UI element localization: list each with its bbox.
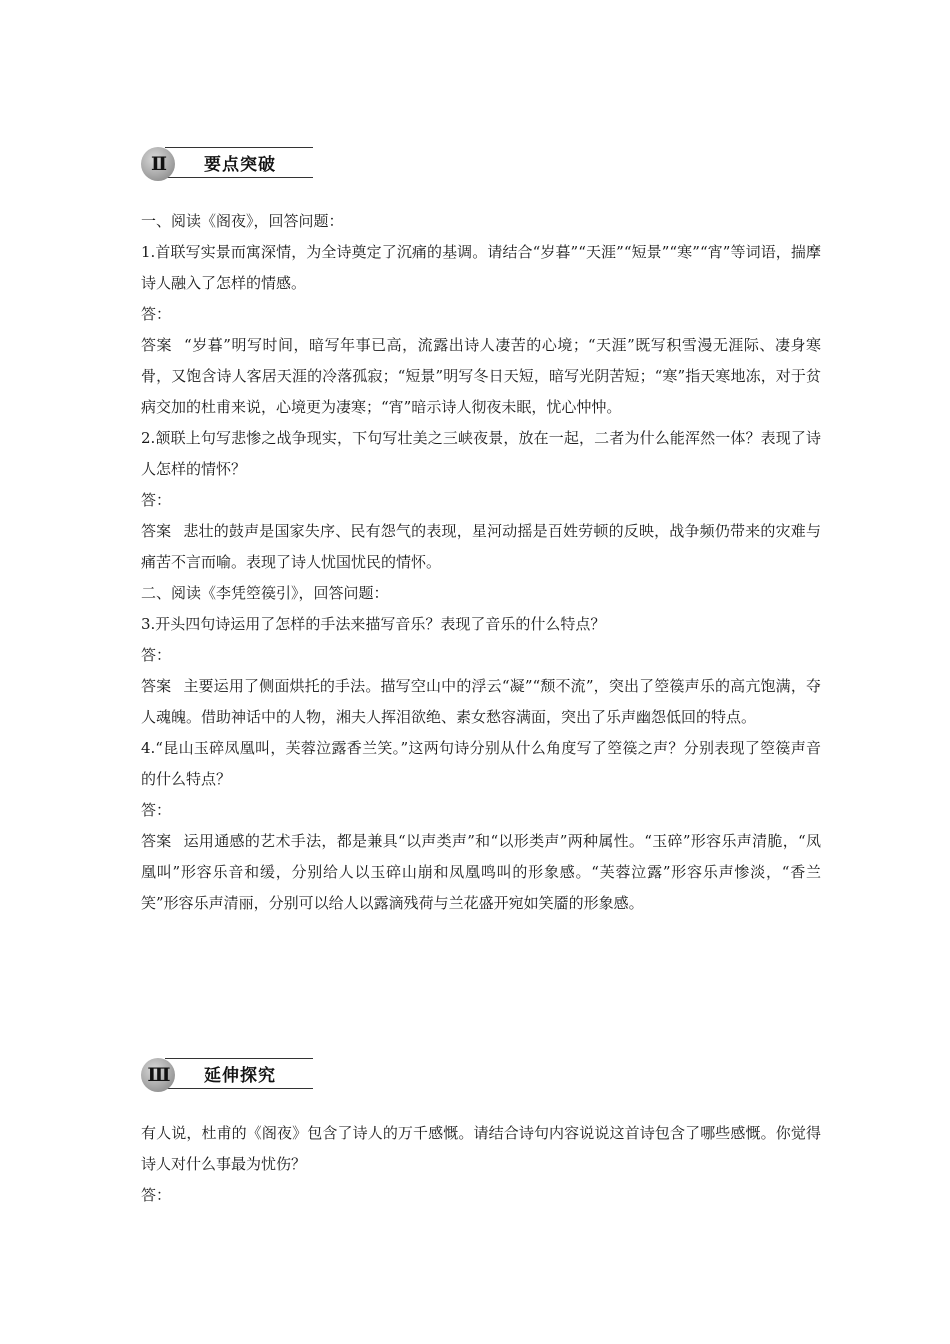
answer-text: “岁暮”明写时间，暗写年事已高，流露出诗人凄苦的心境；“天涯”既写积雪漫无涯际、凄身寒骨，又饱含诗人客居天涯的冷落孤寂；“短景”明写冬日天短，暗写光阴苦短；“寒”指天寒地冻，对于贫病交加的杜甫来说，心境更为凄寒；“宵”暗示诗人彻夜未眠，忧心忡忡。 (141, 336, 821, 416)
question-4: 4.“昆山玉碎凤凰叫，芙蓉泣露香兰笑。”这两句诗分别从什么角度写了箜篌之声？分别表现了箜篌声音的什么特点？ (141, 739, 821, 788)
question-2: 2.颔联上句写悲惨之战争现实，下句写壮美之三峡夜景，放在一起，二者为什么能浑然一体？表现了诗人怎样的情怀？ (141, 429, 821, 478)
header-bottom-rule (165, 1088, 313, 1089)
reading-heading-1: 一、阅读《阁夜》，回答问题： (141, 212, 344, 230)
answer-4 (141, 826, 821, 919)
answer-prompt-5: 答： (141, 1186, 172, 1204)
answer-text: 悲壮的鼓声是国家失序、民有怨气的表现，星河动摇是百姓劳顿的反映，战争频仍带来的灾难与痛苦不言而喻。表现了诗人忧国忧民的情怀。 (141, 522, 821, 571)
question-3: 3.开头四句诗运用了怎样的手法来描写音乐？表现了音乐的什么特点？ (141, 615, 606, 633)
key-points-content (141, 206, 821, 919)
header-top-rule (165, 1058, 313, 1059)
extension-content (141, 1118, 821, 1211)
header-top-rule (165, 147, 313, 148)
answer-text: 主要运用了侧面烘托的手法。描写空山中的浮云“凝”“颓不流”，突出了箜篌声乐的高亢饱满，夺人魂魄。借助神话中的人物，湘夫人挥泪欲绝、素女愁容满面，突出了乐声幽怨低回的特点。 (141, 677, 821, 726)
section-number-badge: Ⅲ (141, 1058, 175, 1092)
section-number-badge: Ⅱ (141, 147, 175, 181)
answer-label: 答案 (141, 677, 172, 695)
answer-2 (141, 516, 821, 578)
answer-label: 答案 (141, 336, 173, 354)
header-bottom-rule (165, 177, 313, 178)
extension-question: 有人说，杜甫的《阁夜》包含了诗人的万千感慨。请结合诗句内容说说这首诗包含了哪些感慨。你觉得诗人对什么事最为忧伤？ (141, 1124, 821, 1173)
section-header-key-points (141, 147, 313, 181)
answer-label: 答案 (141, 522, 172, 540)
section-title: 要点突破 (204, 155, 276, 175)
section-header-extension (141, 1058, 313, 1092)
answer-3 (141, 671, 821, 733)
answer-prompt-2: 答： (141, 491, 172, 509)
question-1: 1.首联写实景而寓深情，为全诗奠定了沉痛的基调。请结合“岁暮”“天涯”“短景”“寒”“宵”等词语，揣摩诗人融入了怎样的情感。 (141, 243, 821, 292)
answer-label: 答案 (141, 832, 172, 850)
answer-prompt-1: 答： (141, 305, 172, 323)
reading-heading-2: 二、阅读《李凭箜篌引》，回答问题： (141, 584, 389, 602)
answer-prompt-4: 答： (141, 801, 172, 819)
answer-1 (141, 330, 821, 423)
answer-text: 运用通感的艺术手法，都是兼具“以声类声”和“以形类声”两种属性。“玉碎”形容乐声清脆，“凤凰叫”形容乐音和缓，分别给人以玉碎山崩和凤凰鸣叫的形象感。“芙蓉泣露”形容乐声惨淡，“香兰笑”形容乐声清丽，分别可以给人以露滴残荷与兰花盛开宛如笑靥的形象感。 (141, 832, 821, 912)
section-title: 延伸探究 (204, 1066, 276, 1086)
answer-prompt-3: 答： (141, 646, 172, 664)
